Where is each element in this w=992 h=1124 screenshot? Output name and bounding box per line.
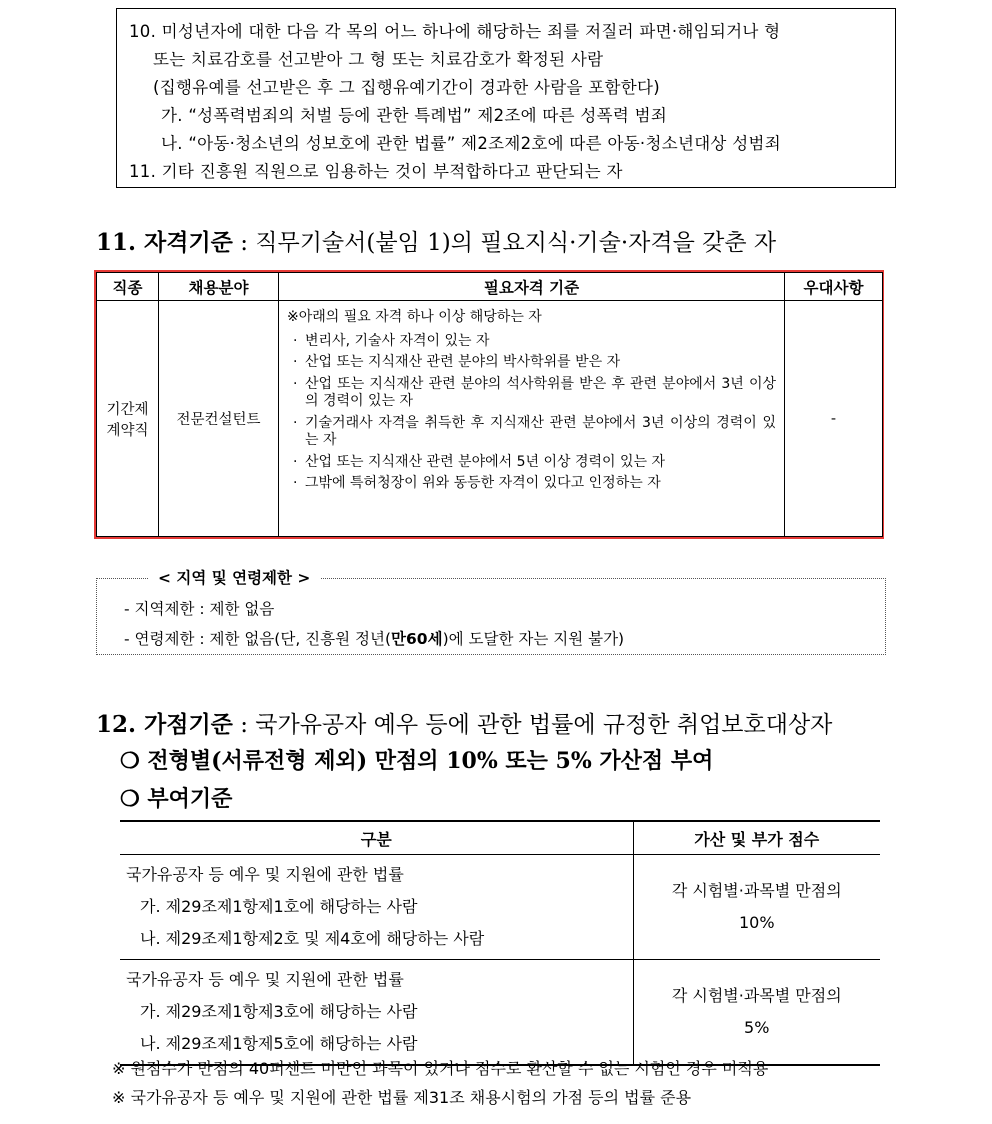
disqualification-box [116, 8, 896, 188]
age-limit-bold: 만60세 [391, 630, 443, 648]
disqualification-item-10-note: (집행유예를 선고받은 후 그 집행유예기간이 경과한 사람을 포함한다) [153, 78, 660, 97]
qualification-table-frame [94, 270, 884, 539]
list-item: · 산업 또는 지식재산 관련 분야의 석사학위를 받은 후 관련 분야에서 3년 이상의 경력이 있는 자 [287, 376, 776, 411]
disqualification-item-11: 11. 기타 진흥원 직원으로 임용하는 것이 부적합하다고 판단되는 자 [129, 162, 623, 181]
section-11-heading [96, 224, 776, 257]
age-limit-pre: - 연령제한 : 제한 없음(단, 진흥원 정년( [124, 630, 392, 648]
header-field: 채용분야 [159, 273, 279, 301]
table-row [120, 960, 880, 1066]
bonus-law-sub: 가. 제29조제1항제3호에 해당하는 사람 [140, 1002, 418, 1021]
criteria-cell [279, 301, 785, 537]
job-type-line1: 기간제 [106, 401, 149, 418]
section-12-heading-num: 12. 가점기준 [96, 711, 233, 738]
age-limit-post: )에 도달한 자는 지원 불가) [442, 630, 625, 648]
job-type-line2: 계약직 [106, 422, 149, 439]
bonus-law-cell [120, 960, 633, 1066]
region-age-title: < 지역 및 연령제한 > [148, 566, 320, 588]
list-item: · 기술거래사 자격을 취득한 후 지식재산 관련 분야에서 3년 이상의 경력이 있는 자 [287, 415, 776, 450]
bonus-law-sub: 가. 제29조제1항제1호에 해당하는 사람 [140, 897, 418, 916]
bonus-score-line1: 각 시험별·과목별 만점의 [671, 881, 842, 900]
table-row [97, 301, 883, 537]
disqualification-item-10-cont: 또는 치료감호를 선고받아 그 형 또는 치료감호가 확정된 사람 [153, 50, 604, 69]
header-preference: 우대사항 [785, 273, 883, 301]
region-limit-text: - 지역제한 : 제한 없음 [124, 600, 275, 618]
criteria-list [287, 333, 776, 493]
bonus-law-sub: 나. 제29조제1항제5호에 해당하는 사람 [140, 1034, 418, 1053]
disqualification-item-10-na: 나. “아동·청소년의 성보호에 관한 법률” 제2조제2호에 따른 아동·청소년대상 성범죄 [161, 134, 781, 153]
list-item: · 변리사, 기술사 자격이 있는 자 [287, 333, 776, 351]
qualification-table [96, 272, 883, 537]
bonus-law-title: 국가유공자 등 예우 및 지원에 관한 법률 [126, 970, 404, 989]
header-criteria: 필요자격 기준 [279, 273, 785, 301]
bonus-score-cell [633, 960, 880, 1066]
bonus-score-line1: 각 시험별·과목별 만점의 [671, 986, 842, 1005]
bonus-score-line2: 5% [744, 1018, 770, 1037]
footnote-2: ※ 국가유공자 등 예우 및 지원에 관한 법률 제31조 채용시험의 가점 등의 법률 준용 [112, 1088, 692, 1107]
section-11-heading-num: 11. 자격기준 [96, 229, 233, 256]
qualification-table-header [97, 273, 883, 301]
section-12-heading [96, 706, 832, 739]
bonus-table-header [120, 821, 880, 855]
preference-cell: - [785, 301, 883, 537]
bonus-table [120, 820, 880, 1066]
bonus-law-sub: 나. 제29조제1항제2호 및 제4호에 해당하는 사람 [140, 929, 485, 948]
criteria-note: ※아래의 필요 자격 하나 이상 해당하는 자 [287, 309, 542, 325]
bonus-law-title: 국가유공자 등 예우 및 지원에 관한 법률 [126, 865, 404, 884]
bonus-bullet-2: ❍ 부여기준 [120, 786, 233, 812]
footnote-1: ※ 원점수가 만점의 40퍼센트 미만인 과목이 있거나 점수로 환산할 수 없는 시험인 경우 미적용 [112, 1059, 769, 1078]
header-job-type: 직종 [97, 273, 159, 301]
bonus-score-cell [633, 855, 880, 960]
field-cell: 전문컨설턴트 [159, 301, 279, 537]
bonus-bullet-1: ❍ 전형별(서류전형 제외) 만점의 10% 또는 5% 가산점 부여 [120, 748, 714, 774]
list-item: · 그밖에 특허청장이 위와 동등한 자격이 있다고 인정하는 자 [287, 475, 776, 493]
list-item: · 산업 또는 지식재산 관련 분야의 박사학위를 받은 자 [287, 354, 776, 372]
section-12-heading-rest: : 국가유공자 예우 등에 관한 법률에 규정한 취업보호대상자 [232, 712, 833, 738]
header-bonus-score: 가산 및 부가 점수 [633, 821, 880, 855]
age-limit-text [124, 627, 624, 649]
disqualification-item-10: 10. 미성년자에 대한 다음 각 목의 어느 하나에 해당하는 죄를 저질러 파면·해임되거나 형 [129, 22, 781, 41]
header-category: 구분 [120, 821, 633, 855]
job-type-cell [97, 301, 159, 537]
section-11-heading-rest: : 직무기술서(붙임 1)의 필요지식·기술·자격을 갖춘 자 [232, 230, 777, 256]
bonus-law-cell [120, 855, 633, 960]
disqualification-item-10-ga: 가. “성폭력범죄의 처벌 등에 관한 특례법” 제2조에 따른 성폭력 범죄 [161, 106, 668, 125]
list-item: · 산업 또는 지식재산 관련 분야에서 5년 이상 경력이 있는 자 [287, 454, 776, 472]
table-row [120, 855, 880, 960]
bonus-score-line2: 10% [738, 913, 775, 932]
